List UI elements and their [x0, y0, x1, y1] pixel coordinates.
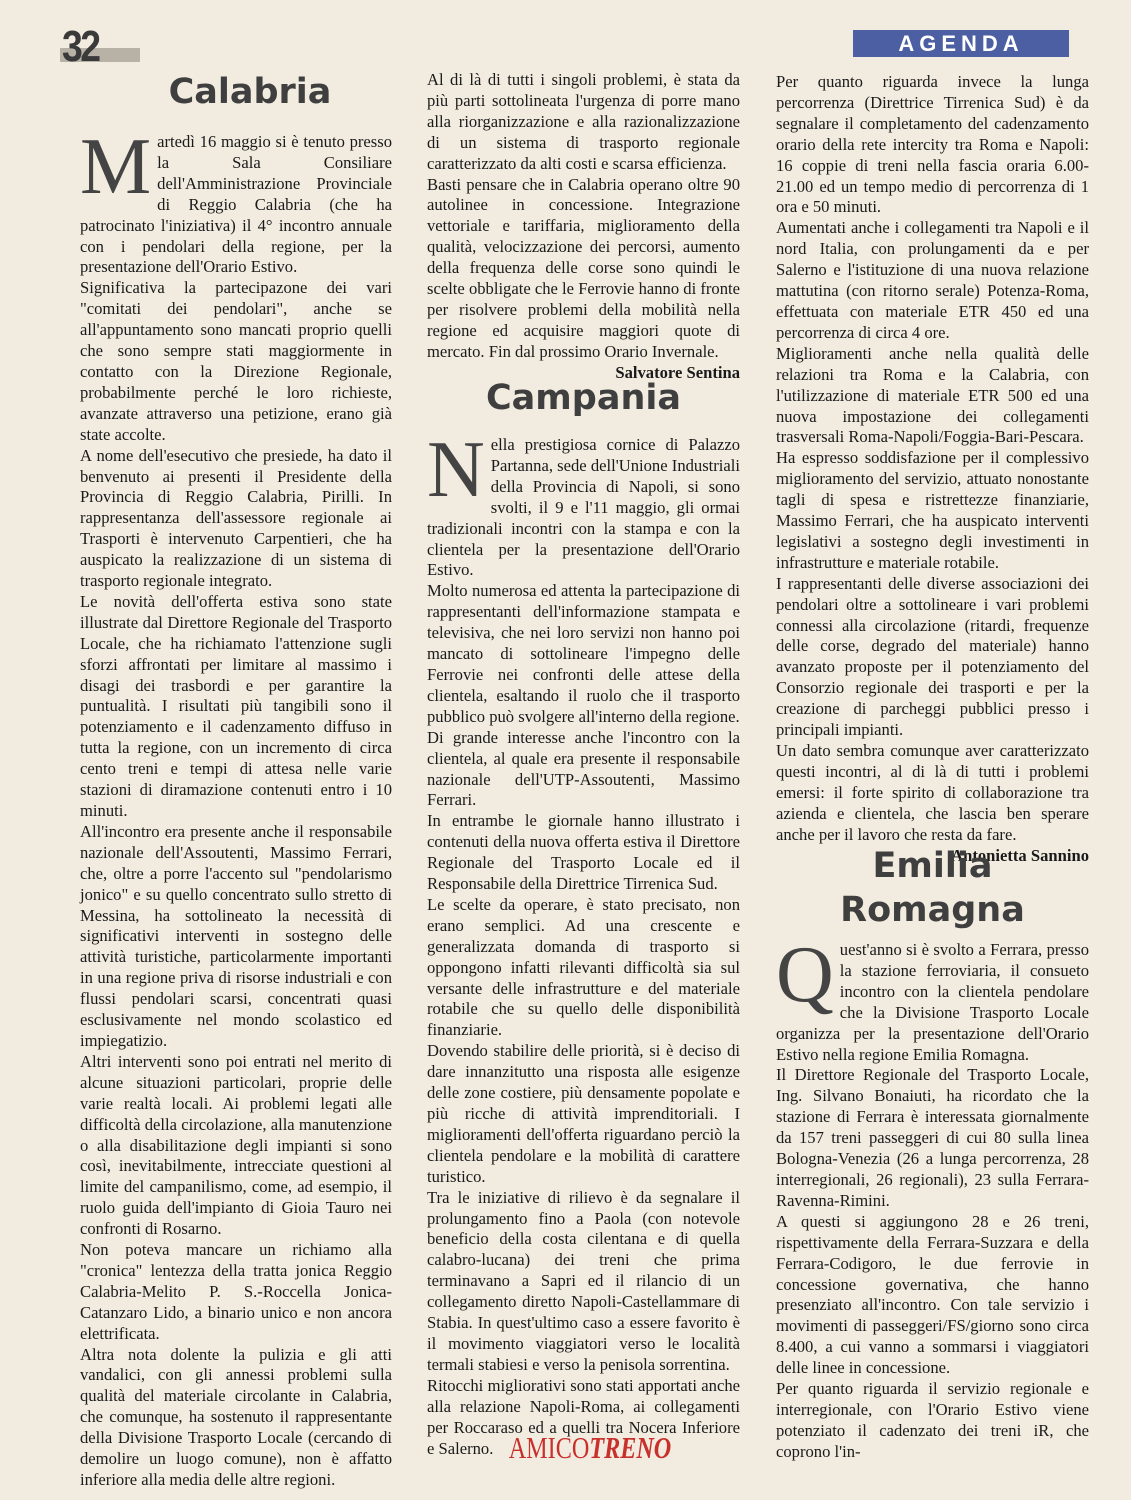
heading-line: Romagna	[840, 890, 1025, 930]
column-2-top	[427, 70, 740, 384]
article-paragraph: Ha espresso soddisfazione per il complessivo miglioramento del servizio, attuato nonostante tagli di spesa e ristrettezze finanziarie, Massimo Ferrari, che ha auspicato interventi legislativi a sostegno degli investimenti in infrastrutture e materiale rotabile.	[776, 448, 1089, 572]
article-paragraph: Tra le iniziative di rilievo è da segnalare il prolungamento fino a Paola (con notevole beneficio della costa cilentana e di quella calabro-lucana) dei treni che prima terminavano a Sapri ed il rilancio di un collegamento diretto Napoli-Castellammare di Stabia. In quest'ultimo caso a essere favorito è il movimento viaggiatori verso le località termali stabiesi e verso la penisola sorrentina.	[427, 1187, 740, 1374]
column-3-top	[776, 72, 1089, 866]
article-paragraph: In entrambe le giornale hanno illustrato i contenuti della nuova offerta estiva il Direttore Regionale del Trasporto Locale ed il Responsabile della Direttrice Tirrenica Sud.	[427, 811, 740, 894]
article-paragraph: A nome dell'esecutivo che presiede, ha dato il benvenuto ai presenti il Presidente della Provincia di Reggio Calabria, Pirilli. In rappresentanza dell'assessore regionale ai Trasporti è intervenuto Carpentieri, che ha auspicato la realizzazione di un sistema di trasporto regionale integrato.	[80, 445, 392, 591]
article-paragraph: Molto numerosa ed attenta la partecipazione di rappresentanti dell'informazione stampata e televisiva, che nei loro servizi non hanno poi mancato di sottolineare l'impegno delle Ferrovie nei confronti delle attese della clientela, esaltando il ruolo che il trasporto pubblico può svolgere all'interno della regione.	[427, 581, 740, 726]
dropcap: N	[427, 426, 485, 514]
dropcap: Q	[776, 931, 834, 1019]
heading-campania: Campania	[486, 378, 681, 418]
article-paragraph: Quest'anno si è svolto a Ferrara, presso la stazione ferroviaria, il consueto incontro con la clientela pendolare che la Divisione Trasporto Locale organizza per la presentazione dell'Orario Estivo nella regione Emilia Romagna.	[776, 931, 1089, 1064]
article-paragraph: Il Direttore Regionale del Trasporto Locale, Ing. Silvano Bonaiuti, ha ricordato che la stazione di Ferrara è interessata giornalmente da 157 treni passeggeri di cui 80 sulla linea Bologna-Venezia (26 a lunga percorrenza, 28 interregionali, 26 regionali), 23 sulla Ferrara-Ravenna-Rimini.	[776, 1065, 1089, 1210]
article-paragraph: A questi si aggiungono 28 e 26 treni, rispettivamente della Ferrara-Suzzara e della Ferrara-Codigoro, le due ferrovie in concessione governativa, che hanno presenziato all'incontro. Con tale servizio i movimenti di passeggeri/FS/giorno sono circa 8.400, a cui vanno a sommarsi i viaggiatori delle linee in concessione.	[776, 1211, 1089, 1378]
article-paragraph: Ritocchi migliorativi sono stati apportati anche alla relazione Napoli-Roma, ai collegamenti per Roccaraso ed a quelli tra Nocera Inferiore e Salerno.	[427, 1375, 740, 1458]
heading-emilia-romagna	[776, 844, 1089, 932]
article-paragraph: Nella prestigiosa cornice di Palazzo Partanna, sede dell'Unione Industriali della Provincia di Napoli, si sono svolti, il 9 e l'11 maggio, gli ormai tradizionali incontri con la stampa e con la clientela per la presentazione dell'Orario Estivo.	[427, 426, 740, 580]
article-paragraph: Le novità dell'offerta estiva sono state illustrate dal Direttore Regionale del Trasporto Locale, che ha richiamato l'attenzione sugli sforzi affrontati per limitare al massimo i disagi dei trasbordi e per garantire la puntualità. I risultati più tangibili sono il potenziamento e il cadenzamento diffuso in tutta la regione, con un incremento di circa cento treni e tempi di attesa nelle varie stazioni di diramazione contenuti entro i 10 minuti.	[80, 591, 392, 820]
article-paragraph: Non poteva mancare un richiamo alla "cronica" lentezza della tratta jonica Reggio Calabria-Melito P. S.-Roccella Jonica-Catanzaro Lido, a binario unico e non ancora elettrificata.	[80, 1240, 392, 1343]
article-paragraph: I rappresentanti delle diverse associazioni dei pendolari oltre a sottolineare i vari problemi connessi alla circolazione (ritardi, frequenze delle corse, degrado del materiale) hanno avanzato proposte per il potenziamento del Consorzio regionale dei trasporti e per la creazione di parcheggi pubblici presso i principali impianti.	[776, 573, 1089, 740]
column-1	[80, 123, 392, 1491]
article-paragraph: Al di là di tutti i singoli problemi, è stata da più parti sottolineata l'urgenza di porre mano alla riorganizzazione e alla razionalizzazione di un sistema di trasporto regionale caratterizzato da alti costi e scarsa efficienza.	[427, 70, 740, 173]
article-paragraph: Miglioramenti anche nella qualità delle relazioni tra Roma e la Calabria, con l'utilizzazione di materiale ETR 500 ed una nuova impostazione dei collegamenti trasversali Roma-Napoli/Foggia-Bari-Pescara.	[776, 343, 1089, 447]
article-paragraph: All'incontro era presente anche il responsabile nazionale dell'Assoutenti, Massimo Ferrari, che, oltre a porre l'accento sul "pendolarismo jonico" e su quello concentrato sullo stretto di Messina, ha sottolineato la necessità di significativi interventi in sostegno delle attività turistiche, particolarmente importanti in una regione priva di risorse industriali e con flussi pendolari scarsi, concentrati quasi esclusivamente nel mondo scolastico ed impiegatizio.	[80, 821, 392, 1050]
section-label: AGENDA	[853, 30, 1069, 57]
heading-line: Emilia	[872, 846, 993, 886]
article-paragraph: Significativa la partecipazone dei vari "comitati dei pendolari", anche se all'appuntamento sono mancati proprio quelli che sono sempre stati maggiormente in contatto con la Direzione Regionale, probabilmente perché le loro richieste, avanzate attraverso una petizione, erano già state accolte.	[80, 278, 392, 444]
article-paragraph: Per quanto riguarda il servizio regionale e interregionale, con l'Orario Estivo viene potenziato il cadenzato dei treni iR, che coprono l'in-	[776, 1379, 1089, 1461]
heading-calabria: Calabria	[168, 72, 332, 112]
article-paragraph: Altra nota dolente la pulizia e gli atti vandalici, con gli annessi problemi sulla qualità del materiale circolante in Calabria, che comunque, ha sostenuto il rappresentante della Divisione Trasporto Locale (cercando di demolire un luogo comune), non è affatto inferiore alla media delle altre regioni.	[80, 1344, 392, 1489]
column-3-bottom	[776, 931, 1089, 1463]
article-paragraph: Martedì 16 maggio si è tenuto presso la Sala Consiliare dell'Amministrazione Provinciale di Reggio Calabria (che ha patrocinato l'iniziativa) il 4° incontro annuale con i pendolari della regione, per la presentazione dell'Orario Estivo.	[80, 123, 392, 277]
logo-part: TRENO	[589, 1430, 672, 1465]
page-number: 32	[62, 22, 99, 71]
article-paragraph: Dovendo stabilire delle priorità, si è deciso di dare innanzitutto una risposta alle esigenze delle zone costiere, più densamente popolate e più ricche di attività imprenditoriali. I miglioramenti dell'offerta riguardano perciò la clientela pendolare e la mobilità di carattere turistico.	[427, 1041, 740, 1186]
article-paragraph: Per quanto riguarda invece la lunga percorrenza (Direttrice Tirrenica Sud) è da segnalare il completamento del cadenzamento orario della rete intercity tra Roma e Napoli: 16 coppie di treni nella fascia oraria 6.00-21.00 ed un tempo medio di percorrenza di 1 ora e 50 minuti.	[776, 72, 1089, 217]
article-paragraph: Di grande interesse anche l'incontro con la clientela, al quale era presente il responsabile nazionale dell'UTP-Assoutenti, Massimo Ferrari.	[427, 727, 740, 810]
article-paragraph: Aumentati anche i collegamenti tra Napoli e il nord Italia, con prolungamenti da e per Salerno e l'istituzione di una nuova relazione mattutina (con ritorno serale) Potenza-Roma, effettuata con materiale ETR 450 ed una percorrenza di circa 4 ore.	[776, 218, 1089, 342]
article-paragraph: Un dato sembra comunque aver caratterizzato questi incontri, al di là di tutti i problemi emersi: il forte spirito di collaborazione tra azienda e clientela, che lascia ben sperare anche per il lavoro che resta da fare.	[776, 741, 1089, 844]
signature: Antonietta Sannino	[951, 845, 1089, 865]
article-paragraph: Basti pensare che in Calabria operano oltre 90 autolinee in concessione. Integrazione vettoriale e tariffaria, miglioramento della qualità, velocizzazione dei percorsi, aumento della frequenza delle corse sono quindi le scelte obbligate che le Ferrovie hanno di fronte per risolvere problemi della mobilità nella regione ed acquisire maggiori quote di mercato. Fin dal prossimo Orario Invernale.	[427, 174, 740, 361]
logo-part: AMICO	[508, 1430, 590, 1465]
dropcap: M	[80, 123, 152, 211]
article-paragraph: Altri interventi sono poi entrati nel merito di alcune situazioni particolari, proprie delle varie realtà locali. Ai problemi legati alle difficoltà della circolazione, alla manutenzione o alla disabilitazione degli impianti si sono così, inevitabilmente, intrecciate questioni al limite del campanilismo, come, ad esempio, il ruolo guida dell'impianto di Gioia Tauro nei confronti di Rosarno.	[80, 1051, 392, 1239]
article-paragraph: Le scelte da operare, è stato precisato, non erano semplici. Ad una crescente e generalizzata domanda di trasporto si oppongono infatti rilevanti difficoltà sia sul versante delle infrastrutture e del materiale rotabile che su quello delle disponibilità finanziarie.	[427, 894, 740, 1040]
signature: Salvatore Sentina	[615, 362, 740, 382]
magazine-logo	[504, 1430, 676, 1466]
column-2-bottom	[427, 426, 740, 1459]
